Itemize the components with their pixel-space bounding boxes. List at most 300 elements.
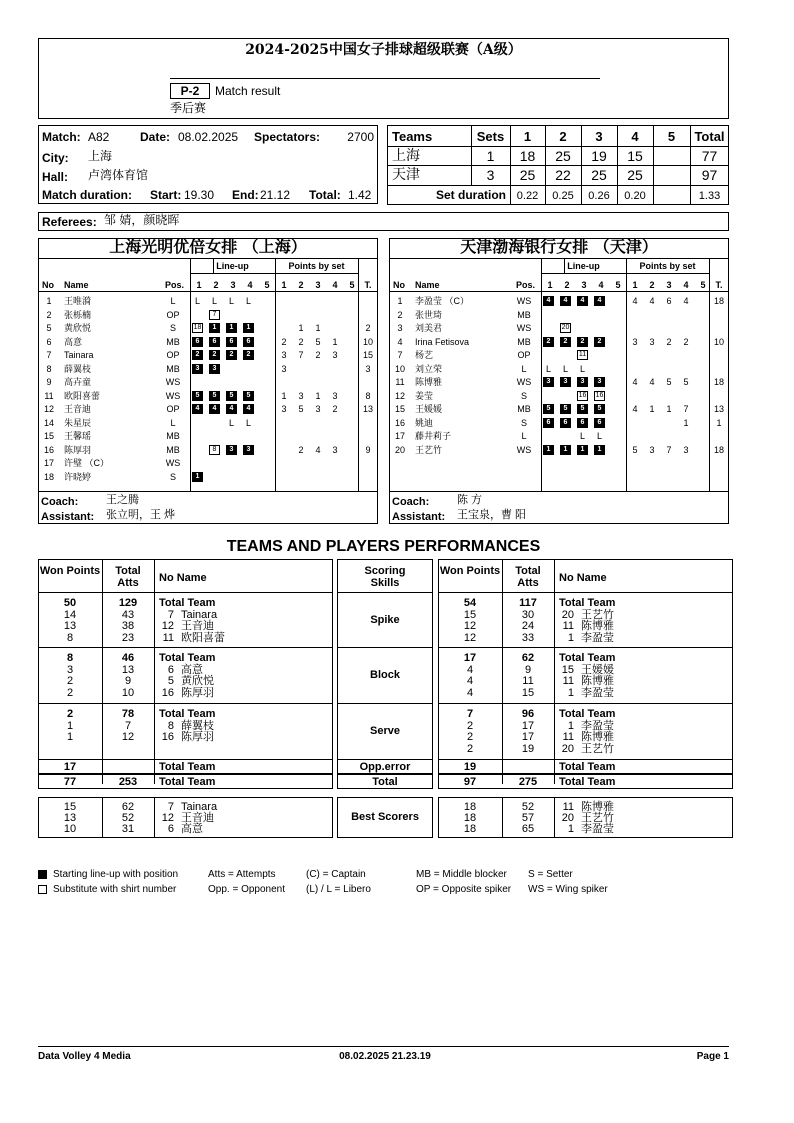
lineup-starting: 4 <box>243 404 254 414</box>
score-table <box>387 125 729 205</box>
best-atts: 57 <box>521 812 535 824</box>
lineup-starting: 5 <box>243 391 254 401</box>
lineup-starting: 2 <box>543 337 554 347</box>
won-points: 2 <box>466 731 474 743</box>
best-name: 王音迪 <box>181 812 214 824</box>
lineup-libero: L <box>545 363 551 374</box>
player-no: 4 <box>397 336 403 347</box>
player-total: 18 <box>713 296 724 306</box>
no-header: No <box>42 280 54 290</box>
won-points: 50 <box>63 597 77 609</box>
total-atts: 9 <box>524 663 532 676</box>
referees-value: 邹 婧，颜晓晖 <box>104 213 180 227</box>
score-team-1: 天津 <box>392 166 420 182</box>
best-scorers-label: Best Scorers <box>351 811 419 823</box>
lineup-starting: 5 <box>543 404 554 414</box>
duration-col-line <box>653 186 654 205</box>
player-name: 李盈莹 （C） <box>415 296 470 306</box>
set-duration-label: Set duration <box>435 188 506 202</box>
total-team-label: Total Team <box>559 652 616 664</box>
score-team-0: 上海 <box>392 147 420 163</box>
points-set-5: 5 <box>700 280 706 290</box>
total-atts: 11 <box>522 675 534 687</box>
points-set-2: 2 <box>649 280 655 290</box>
player-name: 欧阳喜蕾 <box>181 631 225 644</box>
best-points: 10 <box>63 823 77 835</box>
doc-type: Match result <box>215 84 281 98</box>
best-points: 18 <box>463 823 477 835</box>
won-points: 4 <box>466 663 474 676</box>
score-row-line <box>387 165 729 166</box>
coach-name: 王之腾 <box>106 494 139 506</box>
points-set-3: 3 <box>666 280 672 290</box>
player-no: 15 <box>394 404 405 414</box>
total-atts: 17 <box>521 731 535 743</box>
player-no: 6 <box>167 663 174 676</box>
score-set-1-1: 22 <box>555 167 571 183</box>
player-pos: WS <box>516 323 532 333</box>
player-set-points: 1 <box>298 323 304 333</box>
player-set-points: 2 <box>666 336 672 347</box>
phase-label: 季后赛 <box>170 101 207 115</box>
no-name-header: No Name <box>559 572 607 584</box>
player-total: 18 <box>713 444 724 455</box>
player-no: 16 <box>161 731 174 743</box>
pos-header: Pos. <box>516 280 536 290</box>
lineup-sub: 16 <box>595 391 604 399</box>
best-atts: 31 <box>121 823 135 835</box>
player-name: 刘美君 <box>415 323 443 333</box>
player-no: 1 <box>567 686 574 699</box>
player-pos: MB <box>517 404 531 414</box>
player-no: 1 <box>46 296 52 306</box>
player-no: 15 <box>561 663 574 676</box>
best-name: 陈博雅 <box>581 801 614 813</box>
coach-label: Coach: <box>392 496 430 508</box>
player-pos: OP <box>166 309 180 320</box>
player-name: 藤井莉子 <box>415 431 452 441</box>
lineup-starting: 4 <box>560 296 571 306</box>
player-set-points: 7 <box>666 444 672 455</box>
lineup-set-4: 4 <box>598 280 604 290</box>
match-date: 08.02.2025 <box>178 130 239 144</box>
best-no: 1 <box>567 823 574 835</box>
player-set-points: 4 <box>649 296 655 306</box>
lineup-sub: 20 <box>561 324 570 331</box>
lineup-libero: L <box>245 417 251 428</box>
player-no: 11 <box>395 377 405 387</box>
lineup-starting: 2 <box>192 350 203 360</box>
total-b-label: Total Team <box>559 776 616 788</box>
scoring-skills-header: Scoring Skills <box>364 565 406 589</box>
title-rule <box>170 78 600 79</box>
lineup-starting: 2 <box>560 337 571 347</box>
player-total: 3 <box>365 363 371 374</box>
won-points: 13 <box>63 620 77 632</box>
player-name: 许晓婷 <box>64 471 92 482</box>
player-pos: MB <box>166 363 180 374</box>
player-set-points: 7 <box>298 350 304 360</box>
points-set-4: 4 <box>332 280 338 290</box>
score-set-0-2: 19 <box>591 148 607 164</box>
roster-coach-rule <box>389 491 729 492</box>
score-header-7: Total <box>694 129 725 144</box>
player-no: 16 <box>394 417 405 428</box>
player-name: 许璧 （C） <box>64 458 110 468</box>
roster-col-line <box>541 258 542 491</box>
won-points: 2 <box>66 675 74 687</box>
best-no: 6 <box>167 823 174 835</box>
player-no: 17 <box>394 431 405 441</box>
total-b-won: 97 <box>463 776 477 788</box>
lineup-starting: 1 <box>594 445 605 455</box>
set-duration-1: 0.25 <box>552 190 574 202</box>
lineup-starting: 4 <box>577 296 588 306</box>
set-duration-0: 0.22 <box>516 190 539 202</box>
total-header: T. <box>715 280 723 290</box>
total-team-label: Total Team <box>559 708 616 720</box>
player-name: 高意 <box>181 663 203 676</box>
total-atts: 38 <box>121 620 135 632</box>
set-duration-total: 1.33 <box>698 190 721 202</box>
total-atts: 10 <box>121 686 135 699</box>
total-label: Total: <box>309 188 341 202</box>
lineup-starting: 2 <box>209 350 220 360</box>
won-points: 2 <box>66 708 74 720</box>
points-set-5: 5 <box>349 280 355 290</box>
best-atts: 52 <box>521 801 535 813</box>
points-set-1: 1 <box>281 280 287 290</box>
lineup-starting: 3 <box>594 377 605 387</box>
lineup-sub: 11 <box>578 351 587 358</box>
player-name: 李盈莹 <box>581 631 614 644</box>
total-atts-header: Total Atts <box>515 565 541 589</box>
player-name: 姚迪 <box>415 417 434 428</box>
lineup-starting: 6 <box>543 418 554 428</box>
assistant-name: 王宝泉，曹 阳 <box>457 509 527 521</box>
assistant-name: 张立明，王 烨 <box>106 509 176 521</box>
city-value: 上海 <box>88 149 113 163</box>
won-points: 14 <box>63 608 77 621</box>
total-a-label: Total Team <box>159 776 216 788</box>
roster-head-rule <box>389 291 729 292</box>
roster-coach-rule <box>38 491 378 492</box>
player-pos: L <box>521 431 527 441</box>
player-name: 陈厚羽 <box>181 686 214 699</box>
player-set-points: 4 <box>632 377 638 387</box>
total-atts: 13 <box>121 663 135 676</box>
score-sets-1: 3 <box>486 167 495 183</box>
won-points: 12 <box>463 631 477 644</box>
lineup-libero: L <box>245 296 251 306</box>
player-set-points: 3 <box>281 363 287 374</box>
best-no: 20 <box>561 812 574 824</box>
duration-label: Match duration: <box>42 188 132 202</box>
hall-value: 卢湾体育馆 <box>88 168 149 182</box>
substitute-swatch <box>38 885 47 894</box>
total-atts: 117 <box>519 597 537 609</box>
no-header: No <box>393 280 405 290</box>
lineup-starting: 1 <box>577 445 588 455</box>
player-set-points: 3 <box>332 444 338 455</box>
lineup-libero: L <box>228 417 234 428</box>
player-name: Irina Fetisova <box>415 336 470 347</box>
won-points: 8 <box>66 631 74 644</box>
total-atts-header: Total Atts <box>115 565 141 589</box>
player-total: 9 <box>365 444 371 455</box>
lineup-libero: L <box>579 363 585 374</box>
best-no: 7 <box>167 801 174 813</box>
lineup-starting: 4 <box>543 296 554 306</box>
player-name: Tainara <box>181 608 218 621</box>
won-points-header: Won Points <box>39 565 101 577</box>
score-set-0-1: 25 <box>555 148 571 164</box>
best-no: 11 <box>562 801 574 813</box>
score-set-0-0: 18 <box>519 148 536 164</box>
score-header-2: 1 <box>523 129 532 144</box>
skill-opp-error: Opp.error <box>359 761 411 773</box>
player-set-points: 5 <box>298 404 304 414</box>
lineup-set-1: 1 <box>196 280 202 290</box>
best-points: 13 <box>63 812 77 824</box>
hall-label: Hall: <box>42 170 69 184</box>
roster-head-rule <box>38 291 378 292</box>
total-time: 1.42 <box>348 188 372 202</box>
player-name: 王音迪 <box>64 404 92 414</box>
player-no: 3 <box>397 323 403 333</box>
player-no: 20 <box>561 608 574 621</box>
won-points: 12 <box>463 620 477 632</box>
end-label: End: <box>232 188 259 202</box>
player-no: 7 <box>46 350 52 360</box>
player-no: 11 <box>562 620 574 632</box>
name-header: Name <box>64 280 89 290</box>
points-set-3: 3 <box>315 280 321 290</box>
player-name: 朱星辰 <box>64 417 92 428</box>
best-no: 12 <box>161 812 174 824</box>
date-label: Date: <box>140 130 171 144</box>
player-set-points: 1 <box>666 404 672 414</box>
lineup-starting: 4 <box>594 296 605 306</box>
player-set-points: 1 <box>281 390 287 401</box>
player-name: 薛翼枝 <box>64 363 92 374</box>
player-total: 1 <box>716 417 722 428</box>
total-atts: 24 <box>521 620 535 632</box>
total-atts: 43 <box>121 608 135 621</box>
footer-timestamp: 08.02.2025 21.23.19 <box>339 1051 431 1062</box>
player-name: 陈博雅 <box>581 675 614 687</box>
player-set-points: 2 <box>332 404 338 414</box>
player-name: 黄欣悦 <box>181 675 214 687</box>
lineup-libero: L <box>579 431 585 441</box>
player-pos: L <box>170 417 176 428</box>
player-name: 张世琦 <box>415 309 443 320</box>
won-points: 2 <box>466 719 474 732</box>
total-atts: 23 <box>121 631 135 644</box>
player-name: 欧阳喜蕾 <box>64 390 101 401</box>
won-points: 17 <box>463 652 477 664</box>
player-total: 10 <box>362 336 373 347</box>
performance-title: TEAMS AND PLAYERS PERFORMANCES <box>226 538 541 555</box>
lineup-libero: L <box>194 296 200 306</box>
lineup-starting: 6 <box>594 418 605 428</box>
player-set-points: 5 <box>315 336 321 347</box>
total-atts: 9 <box>124 675 132 687</box>
score-header-3: 2 <box>559 129 567 144</box>
skill-total: Total <box>372 776 398 788</box>
lineup-starting: 1 <box>192 472 203 482</box>
won-points: 2 <box>466 742 474 755</box>
player-no: 12 <box>394 390 405 401</box>
match-number: A82 <box>88 130 110 144</box>
skill-serve: Serve <box>370 725 400 737</box>
player-no: 11 <box>562 675 574 687</box>
legend-s: S = Setter <box>528 869 573 880</box>
score-row-line <box>387 146 729 147</box>
city-label: City: <box>42 151 69 165</box>
total-team-label: Total Team <box>159 708 216 720</box>
spectators-label: Spectators: <box>254 130 321 144</box>
lineup-set-1: 1 <box>547 280 553 290</box>
lineup-starting: 3 <box>192 364 203 374</box>
won-points: 2 <box>66 686 74 699</box>
lineup-set-3: 3 <box>230 280 236 290</box>
total-atts: 12 <box>121 731 135 743</box>
no-name-header: No Name <box>159 572 207 584</box>
player-total: 8 <box>365 390 371 401</box>
footer-page: Page 1 <box>696 1051 729 1062</box>
player-no: 6 <box>46 336 52 347</box>
lineup-starting: 2 <box>594 337 605 347</box>
roster-col-line <box>275 258 276 491</box>
lineup-header: Line-up <box>567 261 600 271</box>
player-set-points: 3 <box>632 336 638 347</box>
lineup-libero: L <box>228 296 234 306</box>
player-name: 王馨瑶 <box>64 431 92 441</box>
lineup-starting: 3 <box>209 364 220 374</box>
player-pos: S <box>169 323 176 333</box>
total-atts: 30 <box>521 608 535 621</box>
player-set-points: 3 <box>683 444 689 455</box>
player-name: 高意 <box>64 336 83 347</box>
player-no: 12 <box>43 404 54 414</box>
won-points: 54 <box>463 597 477 609</box>
won-points: 3 <box>66 663 74 676</box>
player-no: 16 <box>43 444 54 455</box>
player-total: 18 <box>713 377 724 387</box>
player-no: 16 <box>161 686 174 699</box>
score-total-1: 97 <box>701 167 718 183</box>
lineup-header: Line-up <box>216 261 249 271</box>
best-points: 18 <box>463 801 477 813</box>
score-set-1-2: 25 <box>591 167 607 183</box>
player-no: 1 <box>397 296 403 306</box>
opp-error-a-label: Total Team <box>159 761 216 773</box>
player-no: 5 <box>46 323 52 333</box>
player-no: 5 <box>167 675 174 687</box>
player-set-points: 3 <box>281 404 287 414</box>
player-total: 10 <box>713 336 724 347</box>
roster-col-line <box>626 258 627 491</box>
player-name: 黄欣悦 <box>64 323 92 333</box>
player-total: 13 <box>362 404 373 414</box>
won-points: 7 <box>466 708 474 720</box>
roster-team-b <box>389 238 729 524</box>
total-b-atts: 275 <box>518 776 538 788</box>
roster-col-line <box>358 258 359 491</box>
total-atts: 17 <box>521 719 535 732</box>
points-header: Points by set <box>639 261 696 271</box>
total-header: T. <box>364 280 372 290</box>
lineup-starting: 6 <box>192 337 203 347</box>
lineup-starting: 2 <box>577 337 588 347</box>
score-set-1-3: 25 <box>627 167 643 183</box>
legend-atts: Atts = Attempts <box>208 869 276 880</box>
player-set-points: 1 <box>649 404 655 414</box>
lineup-set-2: 2 <box>213 280 219 290</box>
player-name: 杨艺 <box>415 350 434 360</box>
total-a-won: 77 <box>63 776 77 788</box>
name-header: Name <box>415 280 440 290</box>
player-set-points: 6 <box>666 296 672 306</box>
player-set-points: 1 <box>315 323 321 333</box>
player-name: 王艺竹 <box>581 742 614 755</box>
player-set-points: 5 <box>683 377 689 387</box>
lineup-starting: 5 <box>226 391 237 401</box>
score-set-0-3: 15 <box>627 148 643 164</box>
player-name: 王音迪 <box>181 620 214 632</box>
best-atts: 65 <box>521 823 535 835</box>
lineup-starting: 3 <box>560 377 571 387</box>
player-pos: WS <box>516 377 532 387</box>
player-no: 11 <box>162 631 174 644</box>
legend-opp: Opp. = Opponent <box>208 884 286 895</box>
best-name: 高意 <box>181 823 203 835</box>
player-name: 陈博雅 <box>415 377 443 387</box>
player-set-points: 5 <box>666 377 672 387</box>
lineup-sub: 16 <box>578 391 587 399</box>
assistant-label: Assistant: <box>392 511 446 523</box>
set-duration-2: 0.26 <box>588 190 610 202</box>
player-pos: MB <box>166 444 180 455</box>
player-no: 12 <box>161 620 174 632</box>
lineup-set-5: 5 <box>615 280 621 290</box>
best-points: 18 <box>463 812 477 824</box>
player-pos: MB <box>517 336 531 347</box>
best-name: 李盈莹 <box>581 823 614 835</box>
legend-start: Starting line-up with position <box>53 869 179 880</box>
player-pos: S <box>520 390 527 401</box>
player-name: 陈厚羽 <box>181 731 214 743</box>
opp-error-b-label: Total Team <box>559 761 616 773</box>
roster-col-line <box>709 258 710 491</box>
lineup-starting: 1 <box>543 445 554 455</box>
player-name: 高卉童 <box>64 377 92 387</box>
total-atts: 78 <box>121 708 135 720</box>
score-sets-0: 1 <box>486 148 495 164</box>
player-pos: OP <box>166 404 180 414</box>
spectators-count: 2700 <box>347 130 374 144</box>
player-pos: WS <box>165 458 181 468</box>
lineup-starting: 6 <box>243 337 254 347</box>
lineup-sub: 8 <box>209 445 220 455</box>
best-atts: 52 <box>121 812 135 824</box>
total-atts: 15 <box>521 686 535 699</box>
player-no: 11 <box>44 390 54 401</box>
lineup-starting: 1 <box>209 323 220 333</box>
lineup-starting: 2 <box>226 350 237 360</box>
roster-subrule <box>190 273 358 274</box>
